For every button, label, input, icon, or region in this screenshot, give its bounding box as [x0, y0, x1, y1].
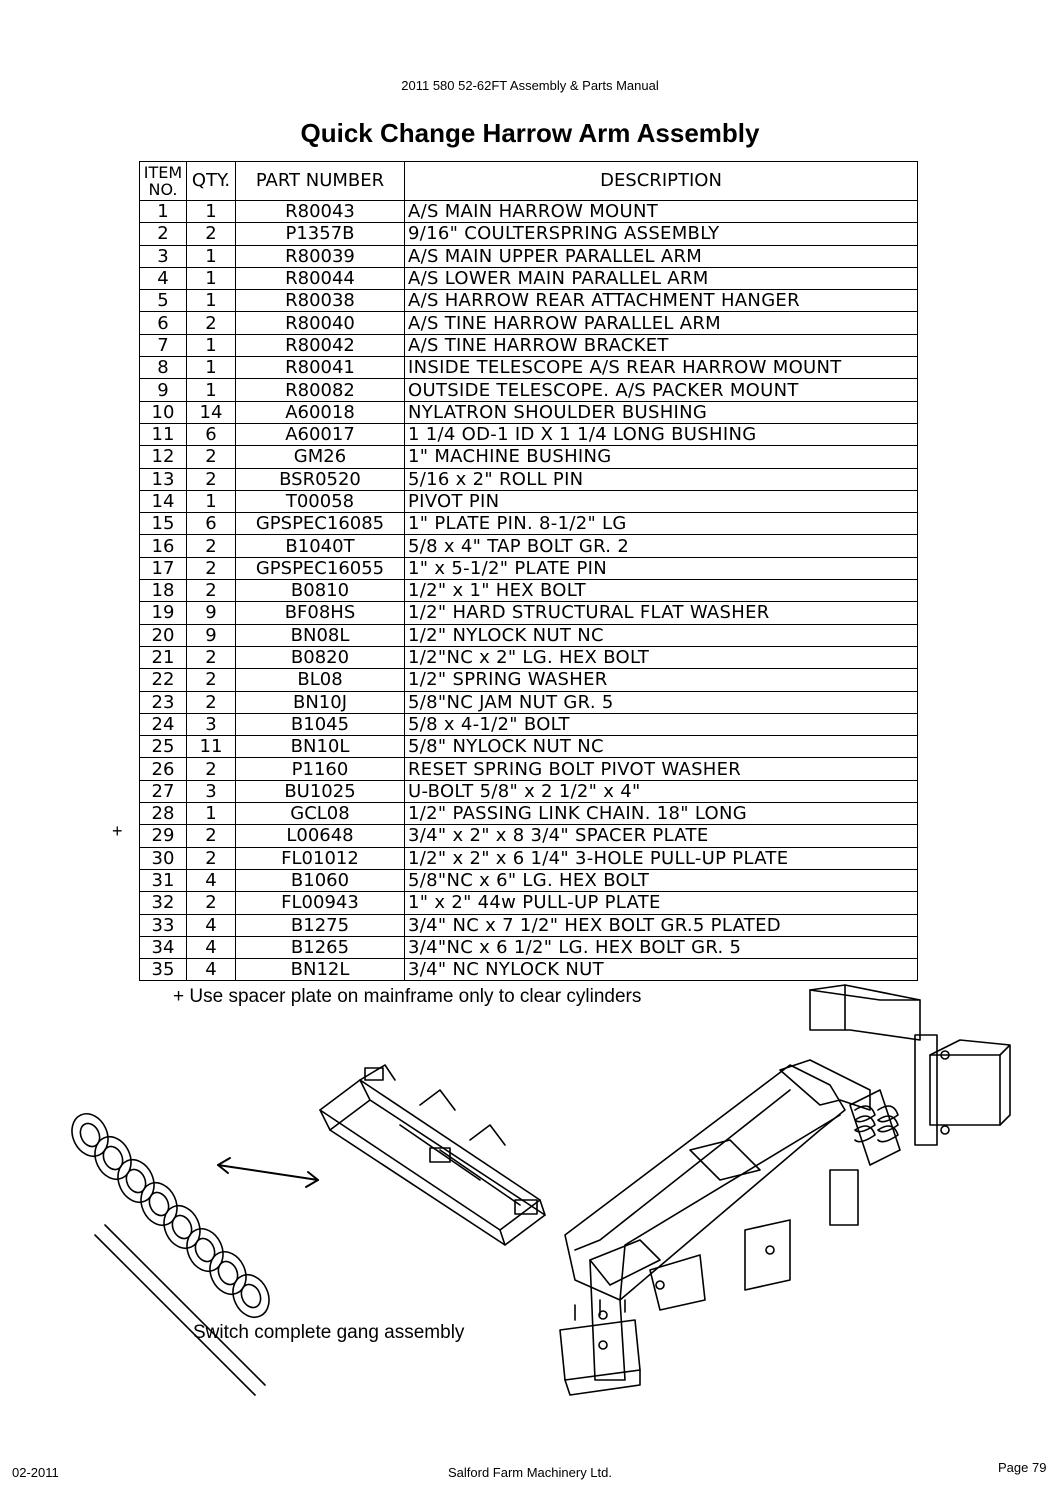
coulter-disc [134, 1177, 183, 1231]
cell-item-no: 1 [140, 201, 187, 223]
cell-description: 5/8"NC JAM NUT GR. 5 [405, 691, 918, 713]
footer-date: 02-2011 [12, 1465, 59, 1480]
coulter-disc [192, 1235, 218, 1264]
swap-arrow [218, 1158, 318, 1187]
coulter-disc [146, 1189, 172, 1218]
col-header-qty: QTY. [187, 162, 236, 201]
cell-qty: 2 [187, 312, 236, 334]
cell-item-no: 17 [140, 557, 187, 579]
cell-item-no: 9 [140, 379, 187, 401]
cell-qty: 2 [187, 691, 236, 713]
cell-qty: 3 [187, 713, 236, 735]
cell-description: PIVOT PIN [405, 490, 918, 512]
cell-qty: 2 [187, 535, 236, 557]
cell-qty: 1 [187, 267, 236, 289]
cell-qty: 3 [187, 780, 236, 802]
cell-part-number: BN12L [236, 959, 405, 981]
cell-part-number: L00648 [236, 825, 405, 847]
coulter-disc [100, 1143, 126, 1172]
cell-part-number: B1060 [236, 869, 405, 891]
cell-description: 5/16 x 2" ROLL PIN [405, 468, 918, 490]
cell-item-no: 25 [140, 736, 187, 758]
cell-qty: 2 [187, 646, 236, 668]
cell-description: 1" PLATE PIN. 8-1/2" LG [405, 513, 918, 535]
cell-description: 1" x 5-1/2" PLATE PIN [405, 557, 918, 579]
cell-description: A/S TINE HARROW BRACKET [405, 334, 918, 356]
col-header-part-number: PART NUMBER [236, 162, 405, 201]
cell-description: 1" x 2" 44w PULL-UP PLATE [405, 892, 918, 914]
cell-part-number: BL08 [236, 669, 405, 691]
cell-part-number: FL01012 [236, 847, 405, 869]
cell-part-number: FL00943 [236, 892, 405, 914]
cell-qty: 2 [187, 468, 236, 490]
cell-description: 5/8 x 4-1/2" BOLT [405, 713, 918, 735]
cell-description: U-BOLT 5/8" x 2 1/2" x 4" [405, 780, 918, 802]
cell-part-number: B1275 [236, 914, 405, 936]
cell-part-number: BN10J [236, 691, 405, 713]
cell-item-no: 18 [140, 580, 187, 602]
cell-item-no: 4 [140, 267, 187, 289]
cell-part-number: P1357B [236, 223, 405, 245]
cell-part-number: R80038 [236, 290, 405, 312]
cell-description: A/S TINE HARROW PARALLEL ARM [405, 312, 918, 334]
cell-part-number: R80041 [236, 357, 405, 379]
cell-description: 3/4"NC x 6 1/2" LG. HEX BOLT GR. 5 [405, 936, 918, 958]
cell-item-no: 2 [140, 223, 187, 245]
cell-part-number: R80043 [236, 201, 405, 223]
cell-part-number: B0820 [236, 646, 405, 668]
cell-part-number: A60018 [236, 401, 405, 423]
cell-item-no: 7 [140, 334, 187, 356]
cell-description: 3/4" NC x 7 1/2" HEX BOLT GR.5 PLATED [405, 914, 918, 936]
cell-qty: 2 [187, 446, 236, 468]
col-header-description: DESCRIPTION [405, 162, 918, 201]
cell-part-number: R80040 [236, 312, 405, 334]
cell-part-number: B1040T [236, 535, 405, 557]
cell-description: 1/2" HARD STRUCTURAL FLAT WASHER [405, 602, 918, 624]
cell-item-no: 6 [140, 312, 187, 334]
coulter-disc [238, 1281, 264, 1310]
cell-item-no: 10 [140, 401, 187, 423]
cell-description: RESET SPRING BOLT PIVOT WASHER [405, 758, 918, 780]
cell-description: A/S HARROW REAR ATTACHMENT HANGER [405, 290, 918, 312]
cell-qty: 1 [187, 803, 236, 825]
cell-qty: 2 [187, 892, 236, 914]
disc-gang-drawing [65, 1108, 275, 1395]
tine-harrow-drawing [320, 1065, 545, 1245]
cell-description: 9/16" COULTERSPRING ASSEMBLY [405, 223, 918, 245]
cell-item-no: 29 [140, 825, 187, 847]
cell-item-no: 27 [140, 780, 187, 802]
cell-qty: 9 [187, 602, 236, 624]
cell-item-no: 23 [140, 691, 187, 713]
cell-item-no: 32 [140, 892, 187, 914]
cell-qty: 1 [187, 290, 236, 312]
cell-description: OUTSIDE TELESCOPE. A/S PACKER MOUNT [405, 379, 918, 401]
cell-item-no: 20 [140, 624, 187, 646]
cell-item-no: 21 [140, 646, 187, 668]
cell-description: 5/8"NC x 6" LG. HEX BOLT [405, 869, 918, 891]
cell-qty: 4 [187, 869, 236, 891]
cell-item-no: 11 [140, 423, 187, 445]
cell-qty: 2 [187, 580, 236, 602]
col-header-item-line1: ITEM [143, 163, 183, 182]
cell-qty: 6 [187, 513, 236, 535]
cell-item-no: 26 [140, 758, 187, 780]
cell-qty: 2 [187, 758, 236, 780]
cell-description: 1/2" NYLOCK NUT NC [405, 624, 918, 646]
cell-part-number: B1265 [236, 936, 405, 958]
cell-part-number: BU1025 [236, 780, 405, 802]
coulter-disc [226, 1269, 275, 1323]
coulter-disc [203, 1246, 252, 1300]
cell-part-number: GPSPEC16085 [236, 513, 405, 535]
cell-description: 5/8 x 4" TAP BOLT GR. 2 [405, 535, 918, 557]
cell-part-number: GM26 [236, 446, 405, 468]
cell-item-no: 8 [140, 357, 187, 379]
cell-item-no: 33 [140, 914, 187, 936]
cell-part-number: R80082 [236, 379, 405, 401]
coulter-disc [65, 1108, 114, 1162]
cell-qty: 9 [187, 624, 236, 646]
cell-item-no: 16 [140, 535, 187, 557]
footer-company: Salford Farm Machinery Ltd. [447, 1465, 612, 1480]
cell-item-no: 3 [140, 245, 187, 267]
coulter-disc [111, 1154, 160, 1208]
cell-part-number: GPSPEC16055 [236, 557, 405, 579]
cell-qty: 11 [187, 736, 236, 758]
col-header-item-line2: NO. [148, 180, 178, 199]
coulter-disc [180, 1223, 229, 1277]
cell-item-no: 13 [140, 468, 187, 490]
cell-qty: 2 [187, 847, 236, 869]
cell-description: NYLATRON SHOULDER BUSHING [405, 401, 918, 423]
cell-description: INSIDE TELESCOPE A/S REAR HARROW MOUNT [405, 357, 918, 379]
cell-part-number: BF08HS [236, 602, 405, 624]
cell-description: A/S MAIN UPPER PARALLEL ARM [405, 245, 918, 267]
cell-part-number: GCL08 [236, 803, 405, 825]
cell-qty: 4 [187, 959, 236, 981]
cell-qty: 1 [187, 490, 236, 512]
cell-qty: 1 [187, 201, 236, 223]
cell-description: 1 1/4 OD-1 ID X 1 1/4 LONG BUSHING [405, 423, 918, 445]
cell-qty: 2 [187, 223, 236, 245]
cell-item-no: 28 [140, 803, 187, 825]
cell-description: A/S LOWER MAIN PARALLEL ARM [405, 267, 918, 289]
cell-part-number: B1045 [236, 713, 405, 735]
footer-page-number: Page 79 [998, 1460, 1047, 1475]
cell-part-number: R80044 [236, 267, 405, 289]
cell-description: 5/8" NYLOCK NUT NC [405, 736, 918, 758]
cell-item-no: 19 [140, 602, 187, 624]
cell-part-number: R80042 [236, 334, 405, 356]
manual-title: 2011 580 52-62FT Assembly & Parts Manual [401, 78, 659, 93]
cell-part-number: T00058 [236, 490, 405, 512]
coulter-disc [169, 1212, 195, 1241]
cell-qty: 1 [187, 334, 236, 356]
gang-caption: Switch complete gang assembly [193, 1322, 465, 1343]
coulter-disc [88, 1131, 137, 1185]
cell-item-no: 15 [140, 513, 187, 535]
cell-description: 3/4" NC NYLOCK NUT [405, 959, 918, 981]
cell-qty: 1 [187, 357, 236, 379]
coulter-disc [77, 1120, 103, 1149]
cell-description: 1" MACHINE BUSHING [405, 446, 918, 468]
cell-part-number: BN10L [236, 736, 405, 758]
page-title: Quick Change Harrow Arm Assembly [300, 118, 760, 148]
cell-item-no: 5 [140, 290, 187, 312]
cell-description: A/S MAIN HARROW MOUNT [405, 201, 918, 223]
cell-item-no: 22 [140, 669, 187, 691]
cell-description: 1/2" x 1" HEX BOLT [405, 580, 918, 602]
spacer-plate-marker: + [112, 821, 123, 841]
cell-description: 1/2" SPRING WASHER [405, 669, 918, 691]
coulter-disc [215, 1258, 241, 1287]
cell-description: 1/2"NC x 2" LG. HEX BOLT [405, 646, 918, 668]
cell-item-no: 24 [140, 713, 187, 735]
cell-part-number: P1160 [236, 758, 405, 780]
cell-qty: 6 [187, 423, 236, 445]
cell-item-no: 34 [140, 936, 187, 958]
cell-qty: 2 [187, 669, 236, 691]
cell-part-number: A60017 [236, 423, 405, 445]
cell-item-no: 14 [140, 490, 187, 512]
cell-description: 3/4" x 2" x 8 3/4" SPACER PLATE [405, 825, 918, 847]
cell-qty: 14 [187, 401, 236, 423]
cell-qty: 2 [187, 557, 236, 579]
cell-qty: 1 [187, 245, 236, 267]
cell-item-no: 12 [140, 446, 187, 468]
coulter-disc [123, 1166, 149, 1195]
cell-qty: 4 [187, 936, 236, 958]
cell-description: 1/2" PASSING LINK CHAIN. 18" LONG [405, 803, 918, 825]
cell-part-number: R80039 [236, 245, 405, 267]
cell-description: 1/2" x 2" x 6 1/4" 3-HOLE PULL-UP PLATE [405, 847, 918, 869]
harrow-arm-drawing [560, 985, 1010, 1395]
cell-qty: 4 [187, 914, 236, 936]
cell-qty: 2 [187, 825, 236, 847]
cell-item-no: 35 [140, 959, 187, 981]
cell-part-number: B0810 [236, 580, 405, 602]
cell-part-number: BN08L [236, 624, 405, 646]
footnote: + Use spacer plate on mainframe only to clear cylinders [173, 986, 642, 1007]
coulter-disc [157, 1200, 206, 1254]
cell-part-number: BSR0520 [236, 468, 405, 490]
cell-item-no: 31 [140, 869, 187, 891]
cell-item-no: 30 [140, 847, 187, 869]
cell-qty: 1 [187, 379, 236, 401]
